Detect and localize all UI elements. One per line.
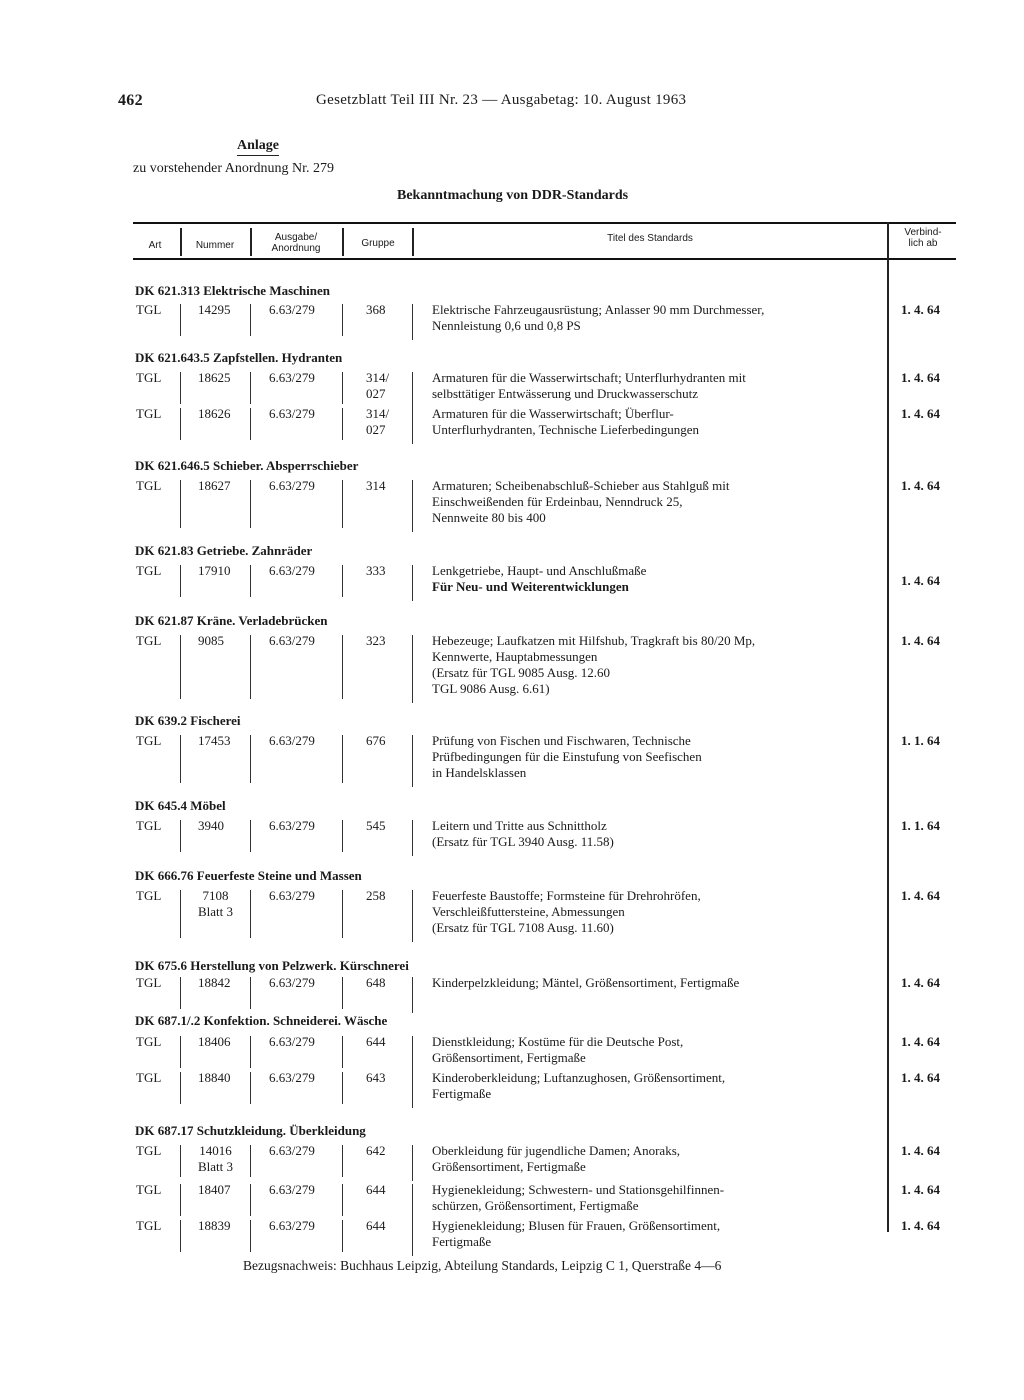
titel-line: Armaturen für die Wasserwirtschaft; Überflur-	[432, 406, 674, 421]
titel-line: Fertigmaße	[432, 1086, 492, 1101]
ausgabe-cell: 6.63/279	[269, 1218, 315, 1233]
verbindlich-cell: 1. 4. 64	[901, 370, 940, 385]
column-separator	[180, 565, 181, 597]
art-cell: TGL	[136, 1218, 162, 1233]
titel-line: (Ersatz für TGL 9085 Ausg. 12.60	[432, 665, 611, 680]
ausgabe-cell: 6.63/279	[269, 370, 315, 385]
column-separator	[250, 735, 251, 783]
gruppe-cell: 644	[366, 1034, 386, 1049]
verbindlich-cell: 1. 4. 64	[901, 406, 940, 421]
column-separator	[412, 1145, 413, 1181]
titel-line: schürzen, Größensortiment, Fertigmaße	[432, 1198, 639, 1213]
column-separator	[250, 635, 251, 699]
column-separator	[250, 820, 251, 852]
verbindlich-cell: 1. 4. 64	[901, 478, 940, 493]
art-cell: TGL	[136, 975, 162, 990]
nummer-cell: 18842	[198, 975, 231, 990]
column-separator	[412, 735, 413, 787]
page-header	[118, 92, 778, 110]
column-separator	[180, 408, 181, 440]
titel-line: Armaturen; Scheibenabschluß-Schieber aus Stahlguß mit	[432, 478, 730, 493]
column-separator	[180, 304, 181, 336]
column-separator	[412, 635, 413, 703]
titel-line: Kennwerte, Hauptabmessungen	[432, 649, 598, 664]
titel-line: TGL 9086 Ausg. 6.61)	[432, 681, 550, 696]
titel-cell	[432, 633, 755, 697]
column-separator	[342, 635, 343, 699]
titel-cell	[432, 302, 764, 334]
gruppe-cell: 644	[366, 1218, 386, 1233]
gruppe-cell: 323	[366, 633, 386, 648]
column-separator	[342, 372, 343, 404]
nummer-cell: 9085	[198, 633, 224, 648]
art-cell: TGL	[136, 633, 162, 648]
column-separator	[180, 890, 181, 938]
verbindlich-cell: 1. 4. 64	[901, 573, 940, 588]
verbindlich-cell: 1. 4. 64	[901, 1182, 940, 1197]
nummer-cell: 18840	[198, 1070, 231, 1085]
art-cell: TGL	[136, 1070, 162, 1085]
ausgabe-cell: 6.63/279	[269, 1034, 315, 1049]
titel-line: Armaturen für die Wasserwirtschaft; Unterflurhydranten mit	[432, 370, 746, 385]
column-separator	[250, 1184, 251, 1216]
column-separator	[412, 1036, 413, 1072]
ausgabe-cell: 6.63/279	[269, 888, 315, 903]
titel-cell	[432, 1070, 725, 1102]
titel-cell	[432, 818, 614, 850]
titel-cell	[432, 888, 701, 936]
gruppe-cell: 368	[366, 302, 386, 317]
annex-reference: zu vorstehender Anordnung Nr. 279	[133, 161, 335, 176]
gruppe-cell: 642	[366, 1143, 386, 1158]
ausgabe-cell: 6.63/279	[269, 818, 315, 833]
art-cell: TGL	[136, 818, 162, 833]
section-heading: DK 687.1/.2 Konfektion. Schneiderei. Wäsche	[135, 1013, 388, 1028]
art-cell: TGL	[136, 563, 162, 578]
ausgabe-cell: 6.63/279	[269, 406, 315, 421]
titel-cell	[432, 563, 646, 595]
column-header-art: Art	[148, 240, 162, 251]
art-cell: TGL	[136, 370, 162, 385]
titel-line: (Ersatz für TGL 3940 Ausg. 11.58)	[432, 834, 614, 849]
column-separator	[180, 1036, 181, 1068]
ausgabe-cell: 6.63/279	[269, 478, 315, 493]
column-separator	[342, 735, 343, 783]
section-heading: DK 639.2 Fischerei	[135, 713, 241, 728]
column-separator	[342, 977, 343, 1009]
column-header-ausgabe: Ausgabe/ Anordnung	[271, 232, 321, 254]
art-cell: TGL	[136, 302, 162, 317]
nummer-cell: 3940	[198, 818, 224, 833]
column-separator	[250, 1072, 251, 1104]
titel-line: Prüfbedingungen für die Einstufung von Seefischen	[432, 749, 702, 764]
art-cell: TGL	[136, 478, 162, 493]
art-cell: TGL	[136, 406, 162, 421]
titel-line: Oberkleidung für jugendliche Damen; Anoraks,	[432, 1143, 681, 1158]
column-header-nummer: Nummer	[195, 240, 235, 251]
titel-line: Unterflurhydranten, Technische Lieferbedingungen	[432, 422, 700, 437]
titel-cell	[432, 406, 699, 438]
column-separator	[180, 1184, 181, 1216]
column-separator	[342, 1036, 343, 1068]
nummer-cell: 18406	[198, 1034, 231, 1049]
column-separator	[250, 1220, 251, 1252]
titel-cell	[432, 370, 746, 402]
nummer-cell: 18626	[198, 406, 231, 421]
titel-line-bold: Für Neu- und Weiterentwicklungen	[432, 579, 629, 594]
column-separator	[180, 635, 181, 699]
column-separator	[250, 372, 251, 404]
column-separator	[342, 480, 343, 528]
titel-line: Größensortiment, Fertigmaße	[432, 1050, 586, 1065]
titel-line: Einschweißenden für Erdeinbau, Nenndruck 25,	[432, 494, 683, 509]
nummer-cell: 18627	[198, 478, 231, 493]
column-separator	[250, 304, 251, 336]
column-separator	[180, 820, 181, 852]
nummer-cell: 18407	[198, 1182, 231, 1197]
column-separator	[342, 565, 343, 597]
column-separator	[250, 480, 251, 528]
column-separator	[180, 1220, 181, 1252]
column-separator	[342, 890, 343, 938]
art-cell: TGL	[136, 888, 162, 903]
nummer-cell: 17453	[198, 733, 231, 748]
ausgabe-cell: 6.63/279	[269, 302, 315, 317]
nummer-cell: 14016 Blatt 3	[198, 1143, 234, 1174]
ausgabe-cell: 6.63/279	[269, 1070, 315, 1085]
section-heading: DK 687.17 Schutzkleidung. Überkleidung	[135, 1123, 366, 1138]
column-separator	[412, 977, 413, 1013]
table-header-rule	[133, 258, 956, 260]
page-number: 462	[118, 92, 143, 109]
column-separator	[180, 735, 181, 783]
column-separator	[250, 565, 251, 597]
column-separator	[412, 480, 413, 532]
verbindlich-cell: 1. 4. 64	[901, 1143, 940, 1158]
titel-line: Hebezeuge; Laufkatzen mit Hilfshub, Tragkraft bis 80/20 Mp,	[432, 633, 756, 648]
titel-line: Lenkgetriebe, Haupt- und Anschlußmaße	[432, 563, 647, 578]
titel-cell	[432, 1218, 720, 1250]
column-separator	[250, 977, 251, 1009]
titel-line: Kinderoberkleidung; Luftanzughosen, Größensortiment,	[432, 1070, 726, 1085]
nummer-cell: 18839	[198, 1218, 231, 1233]
gruppe-cell: 644	[366, 1182, 386, 1197]
header-separator	[412, 228, 414, 256]
gazette-title: Gesetzblatt Teil III Nr. 23 — Ausgabetag: 10. August 1963	[316, 92, 687, 108]
gruppe-cell: 643	[366, 1070, 386, 1085]
column-header-verbindlich: Verbind- lich ab	[904, 227, 942, 249]
titel-cell	[432, 975, 739, 991]
column-separator	[342, 1145, 343, 1177]
column-separator	[180, 1072, 181, 1104]
titel-cell	[432, 733, 702, 781]
gruppe-cell: 314/ 027	[366, 406, 390, 437]
verbindlich-cell: 1. 4. 64	[901, 1218, 940, 1233]
column-separator	[342, 820, 343, 852]
section-heading: DK 666.76 Feuerfeste Steine und Massen	[135, 868, 362, 883]
nummer-cell: 7108 Blatt 3	[198, 888, 234, 919]
ausgabe-cell: 6.63/279	[269, 563, 315, 578]
column-separator	[180, 480, 181, 528]
gruppe-cell: 333	[366, 563, 386, 578]
column-separator	[412, 890, 413, 942]
titel-cell	[432, 1143, 680, 1175]
titel-line: Nennweite 80 bis 400	[432, 510, 546, 525]
titel-line: (Ersatz für TGL 7108 Ausg. 11.60)	[432, 920, 614, 935]
verbindlich-cell: 1. 1. 64	[901, 733, 940, 748]
ausgabe-cell: 6.63/279	[269, 975, 315, 990]
nummer-cell: 17910	[198, 563, 231, 578]
column-separator	[342, 304, 343, 336]
section-heading: DK 621.643.5 Zapfstellen. Hydranten	[135, 350, 343, 365]
gruppe-cell: 676	[366, 733, 386, 748]
verbindlich-cell: 1. 4. 64	[901, 1070, 940, 1085]
header-separator	[342, 228, 344, 256]
ausgabe-cell: 6.63/279	[269, 733, 315, 748]
titel-line: Leitern und Tritte aus Schnittholz	[432, 818, 607, 833]
ausgabe-cell: 6.63/279	[269, 633, 315, 648]
header-separator	[180, 228, 182, 256]
verbindlich-cell: 1. 4. 64	[901, 975, 940, 990]
annex-label: Anlage	[237, 138, 279, 156]
art-cell: TGL	[136, 1034, 162, 1049]
column-separator	[412, 1072, 413, 1108]
column-separator	[250, 890, 251, 938]
titel-cell	[432, 1182, 724, 1214]
column-header-titel: Titel des Standards	[607, 233, 693, 244]
column-separator	[412, 1220, 413, 1256]
art-cell: TGL	[136, 1143, 162, 1158]
ausgabe-cell: 6.63/279	[269, 1143, 315, 1158]
gruppe-cell: 258	[366, 888, 386, 903]
titel-line: selbsttätiger Entwässerung und Druckwasserschutz	[432, 386, 699, 401]
column-separator	[412, 1184, 413, 1220]
titel-line: Kinderpelzkleidung; Mäntel, Größensortiment, Fertigmaße	[432, 975, 740, 990]
column-separator	[342, 1072, 343, 1104]
gruppe-cell: 545	[366, 818, 386, 833]
column-separator	[250, 1145, 251, 1177]
column-separator	[412, 565, 413, 601]
nummer-cell: 14295	[198, 302, 231, 317]
titel-line: Größensortiment, Fertigmaße	[432, 1159, 586, 1174]
section-heading: DK 621.313 Elektrische Maschinen	[135, 283, 330, 298]
verbindlich-cell: 1. 4. 64	[901, 888, 940, 903]
column-separator	[180, 1145, 181, 1177]
titel-line: Prüfung von Fischen und Fischwaren, Technische	[432, 733, 691, 748]
section-heading: DK 621.83 Getriebe. Zahnräder	[135, 543, 313, 558]
art-cell: TGL	[136, 733, 162, 748]
column-separator	[412, 304, 413, 340]
section-heading: DK 621.87 Kräne. Verladebrücken	[135, 613, 328, 628]
titel-line: Hygienekleidung; Schwestern- und Stationsgehilfinnen-	[432, 1182, 725, 1197]
footer-note: Bezugsnachweis: Buchhaus Leipzig, Abteilung Standards, Leipzig C 1, Querstraße 4—6	[243, 1258, 722, 1273]
verbindlich-cell: 1. 4. 64	[901, 1034, 940, 1049]
column-separator	[342, 1220, 343, 1252]
column-separator	[412, 372, 413, 408]
column-separator	[342, 1184, 343, 1216]
column-separator	[180, 372, 181, 404]
column-separator	[180, 977, 181, 1009]
section-heading: DK 675.6 Herstellung von Pelzwerk. Kürschnerei	[135, 958, 409, 973]
nummer-cell: 18625	[198, 370, 231, 385]
ausgabe-cell: 6.63/279	[269, 1182, 315, 1197]
titel-line: Elektrische Fahrzeugausrüstung; Anlasser 90 mm Durchmesser,	[432, 302, 765, 317]
section-heading: DK 645.4 Möbel	[135, 798, 226, 813]
titel-line: Feuerfeste Baustoffe; Formsteine für Drehrohröfen,	[432, 888, 701, 903]
titel-cell	[432, 1034, 683, 1066]
verbindlich-cell: 1. 4. 64	[901, 633, 940, 648]
column-separator	[342, 408, 343, 440]
table-heading: Bekanntmachung von DDR-Standards	[397, 188, 629, 203]
gruppe-cell: 314/ 027	[366, 370, 390, 401]
titel-line: Hygienekleidung; Blusen für Frauen, Größensortiment,	[432, 1218, 721, 1233]
titel-line: Verschleißfuttersteine, Abmessungen	[432, 904, 625, 919]
table-top-rule	[133, 222, 956, 224]
art-cell: TGL	[136, 1182, 162, 1197]
verbindlich-cell: 1. 1. 64	[901, 818, 940, 833]
titel-cell	[432, 478, 729, 526]
verbindlich-column-rule	[887, 222, 889, 1232]
verbindlich-cell: 1. 4. 64	[901, 302, 940, 317]
column-separator	[250, 1036, 251, 1068]
gruppe-cell: 314	[366, 478, 386, 493]
column-separator	[412, 820, 413, 856]
titel-line: in Handelsklassen	[432, 765, 527, 780]
gruppe-cell: 648	[366, 975, 386, 990]
column-separator	[412, 408, 413, 444]
titel-line: Dienstkleidung; Kostüme für die Deutsche Post,	[432, 1034, 684, 1049]
section-heading: DK 621.646.5 Schieber. Absperrschieber	[135, 458, 359, 473]
titel-line: Nennleistung 0,6 und 0,8 PS	[432, 318, 581, 333]
column-separator	[250, 408, 251, 440]
column-header-gruppe: Gruppe	[361, 238, 395, 249]
titel-line: Fertigmaße	[432, 1234, 492, 1249]
